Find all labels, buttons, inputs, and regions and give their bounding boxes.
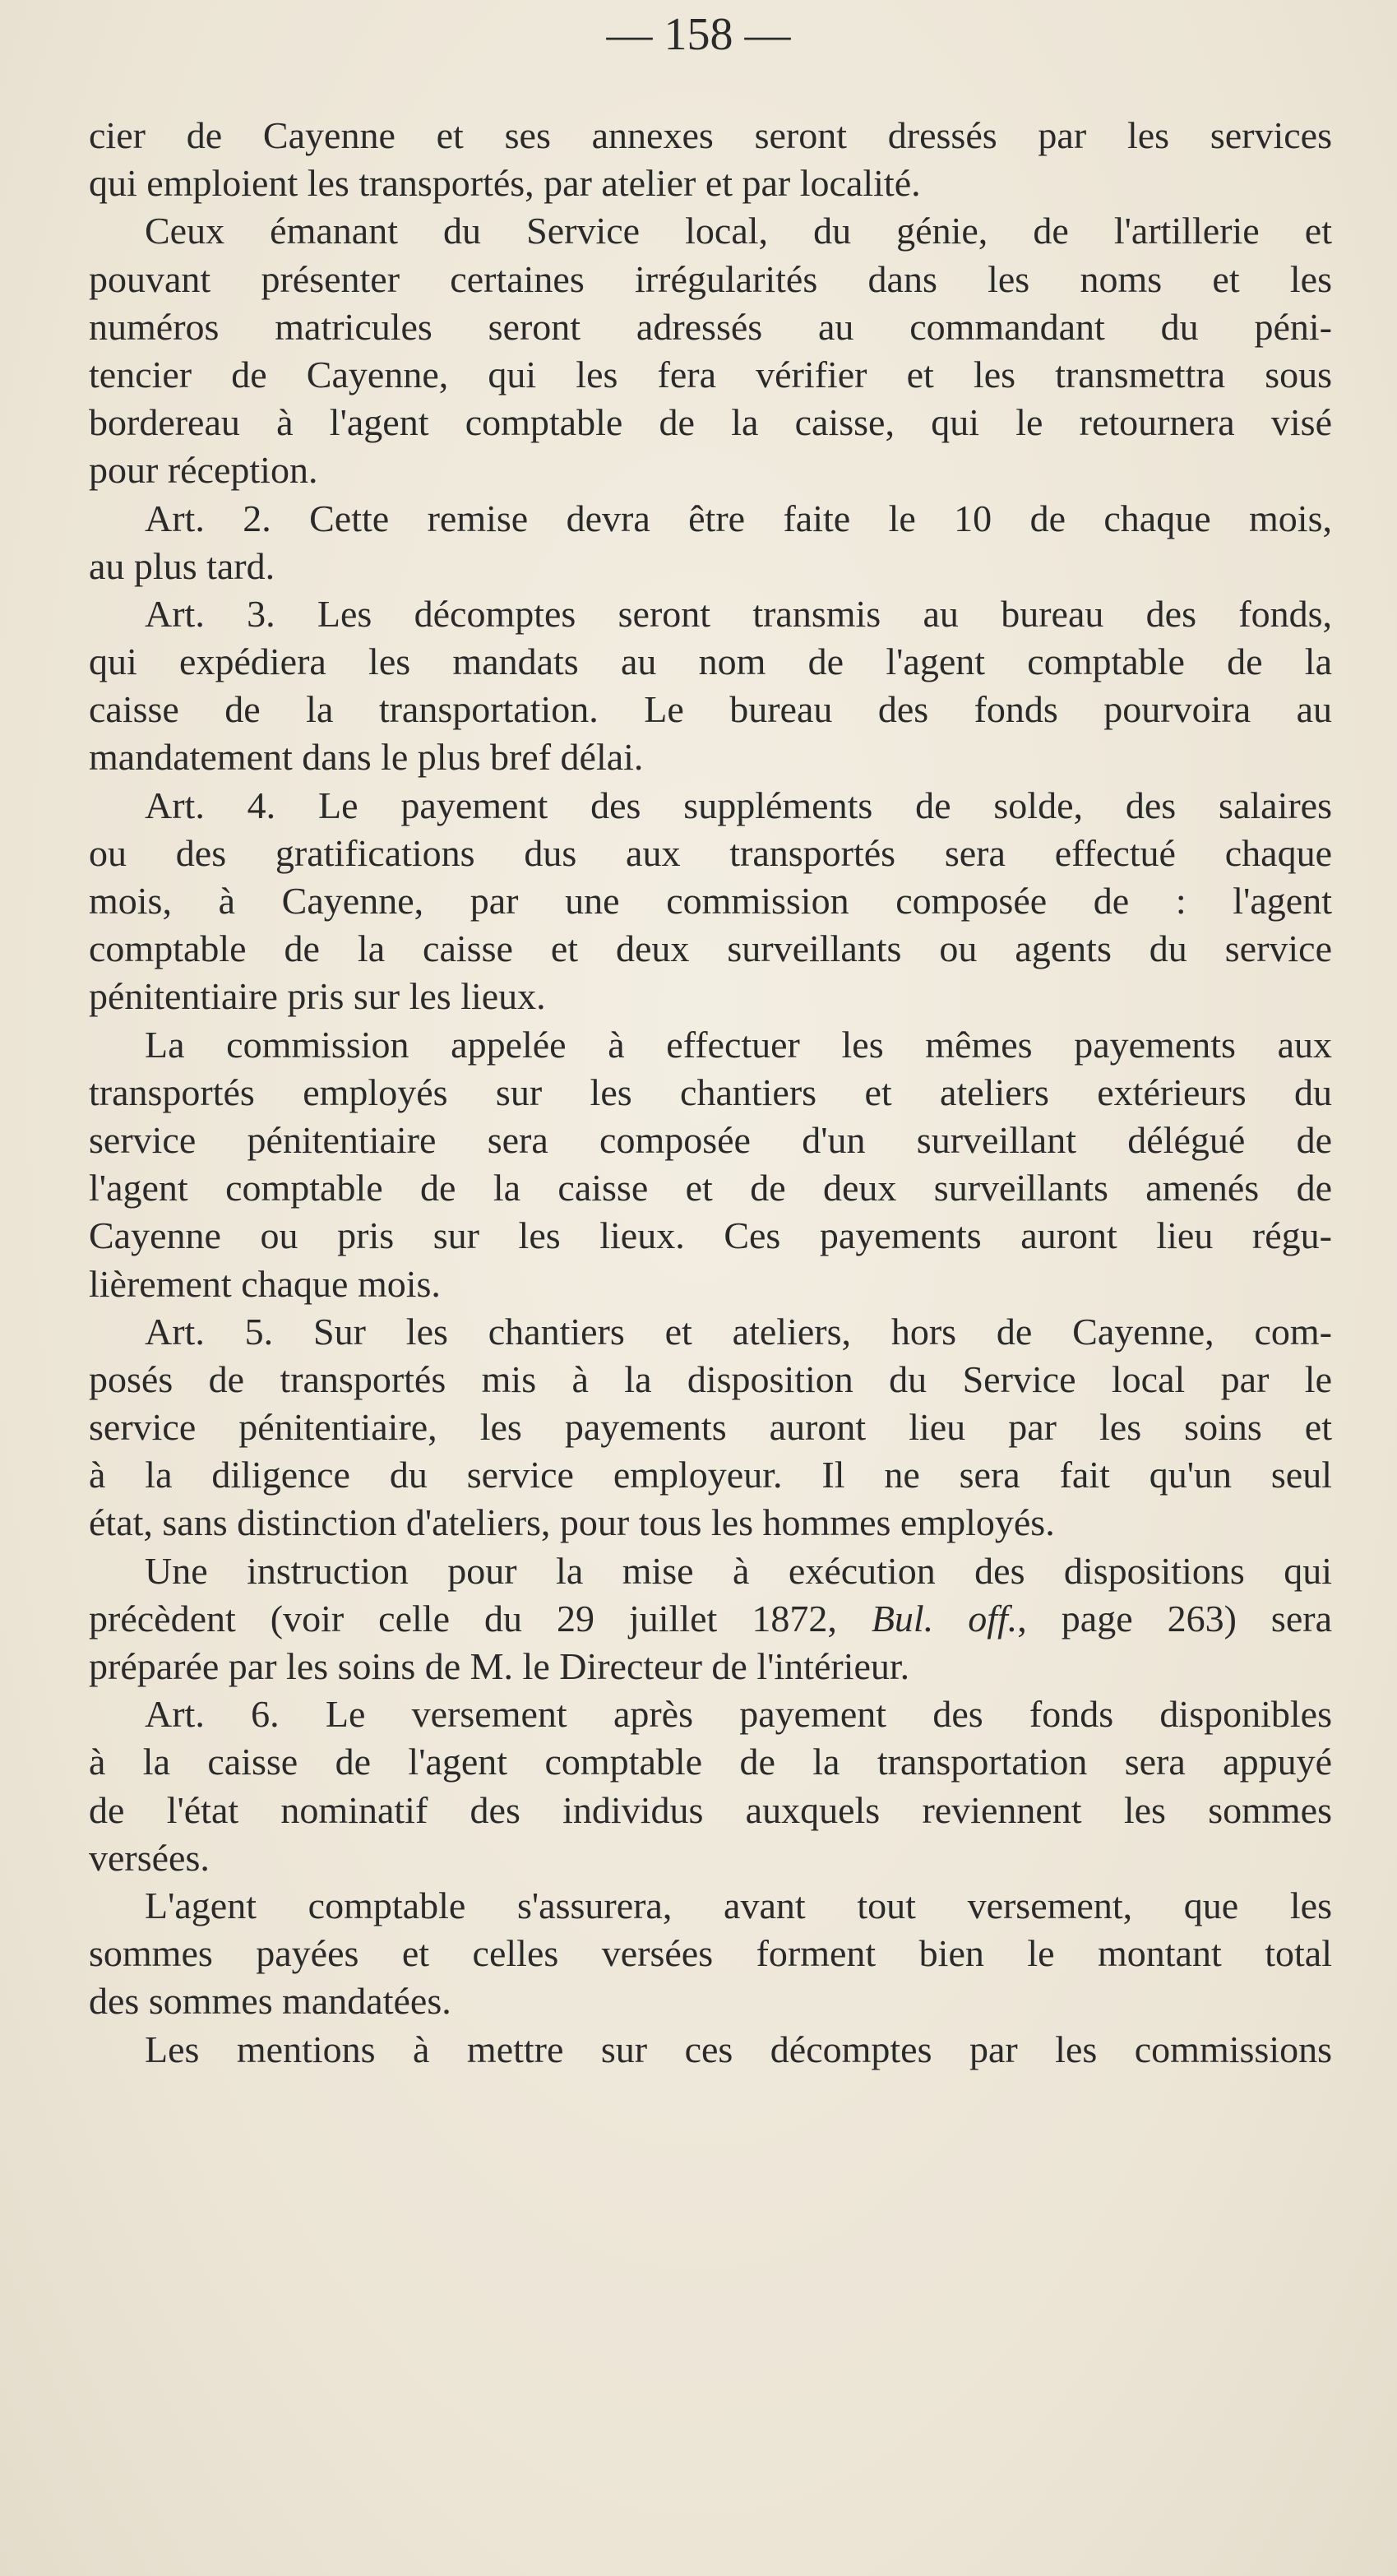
text-line: La commission appelée à effectuer les mêmes payements aux <box>145 1023 1332 1066</box>
text-line: mandatement dans le plus bref délai. <box>89 736 644 779</box>
text-line: Art. 4. Le payement des suppléments de solde, des salaires <box>145 784 1332 826</box>
text-line: Art. 6. Le versement après payement des fonds disponibles <box>145 1693 1332 1736</box>
text-line: caisse de la transportation. Le bureau des fonds pourvoira au <box>89 688 1332 731</box>
text-line: mois, à Cayenne, par une commission composée de : l'agent <box>89 880 1332 922</box>
text-line: lièrement chaque mois. <box>89 1262 441 1305</box>
text-line: Art. 2. Cette remise devra être faite le 10 de chaque mois, <box>145 497 1332 539</box>
text-line: pour réception. <box>89 449 318 492</box>
text-line: précèdent (voir celle du 29 juillet 1872, Bul. off., page 263) sera <box>89 1597 1332 1639</box>
text-line: Ceux émanant du Service local, du génie, de l'artillerie et <box>145 210 1332 252</box>
text-line: sommes payées et celles versées forment bien le montant total <box>89 1932 1332 1975</box>
text-line: l'agent comptable de la caisse et de deux surveillants amenés de <box>89 1167 1332 1209</box>
text-line: service pénitentiaire sera composée d'un surveillant délégué de <box>89 1118 1332 1161</box>
text-line: numéros matricules seront adressés au commandant du péni- <box>89 305 1332 348</box>
text-line: préparée par les soins de M. le Directeur de l'intérieur. <box>89 1645 910 1687</box>
text-line: bordereau à l'agent comptable de la caisse, qui le retournera visé <box>89 401 1332 444</box>
text-line: ou des gratifications dus aux transportés sera effectué chaque <box>89 831 1332 874</box>
text-line: à la diligence du service employeur. Il ne sera fait qu'un seul <box>89 1454 1332 1496</box>
page-number: — 158 — <box>606 9 791 60</box>
text-line: tencier de Cayenne, qui les fera vérifier et les transmettra sous <box>89 353 1332 395</box>
text-line: qui expédiera les mandats au nom de l'agent comptable de la <box>89 641 1332 683</box>
text-line: à la caisse de l'agent comptable de la transportation sera appuyé <box>89 1741 1332 1783</box>
text-line: au plus tard. <box>89 544 275 587</box>
text-line: service pénitentiaire, les payements auront lieu par les soins et <box>89 1406 1332 1449</box>
text-line: versées. <box>89 1836 210 1879</box>
text-line: transportés employés sur les chantiers et ateliers extérieurs du <box>89 1071 1332 1113</box>
citation-abbrev: Bul. off. <box>871 1597 1018 1639</box>
body-text <box>89 112 1332 2074</box>
text-line: posés de transportés mis à la disposition du Service local par le <box>89 1357 1332 1400</box>
text-line: de l'état nominatif des individus auxquels reviennent les sommes <box>89 1788 1332 1831</box>
text-line: comptable de la caisse et deux surveillants ou agents du service <box>89 927 1332 970</box>
text-line: pouvant présenter certaines irrégularités dans les noms et les <box>89 257 1332 300</box>
text-line: Art. 5. Sur les chantiers et ateliers, hors de Cayenne, com- <box>145 1310 1332 1353</box>
text-line: pénitentiaire pris sur les lieux. <box>89 975 546 1018</box>
text-line: Cayenne ou pris sur les lieux. Ces payements auront lieu régu- <box>89 1214 1332 1257</box>
text-line: Une instruction pour la mise à exécution des dispositions qui <box>145 1549 1332 1592</box>
text-line: état, sans distinction d'ateliers, pour tous les hommes employés. <box>89 1501 1055 1544</box>
text-line: Art. 3. Les décomptes seront transmis au bureau des fonds, <box>145 592 1332 635</box>
text-line: des sommes mandatées. <box>89 1980 451 2023</box>
text-line: L'agent comptable s'assurera, avant tout versement, que les <box>145 1884 1332 1926</box>
text-line: qui emploient les transportés, par atelier et par localité. <box>89 162 921 205</box>
text-line: cier de Cayenne et ses annexes seront dressés par les services <box>89 114 1332 156</box>
text-line: Les mentions à mettre sur ces décomptes par les commissions <box>145 2028 1332 2070</box>
